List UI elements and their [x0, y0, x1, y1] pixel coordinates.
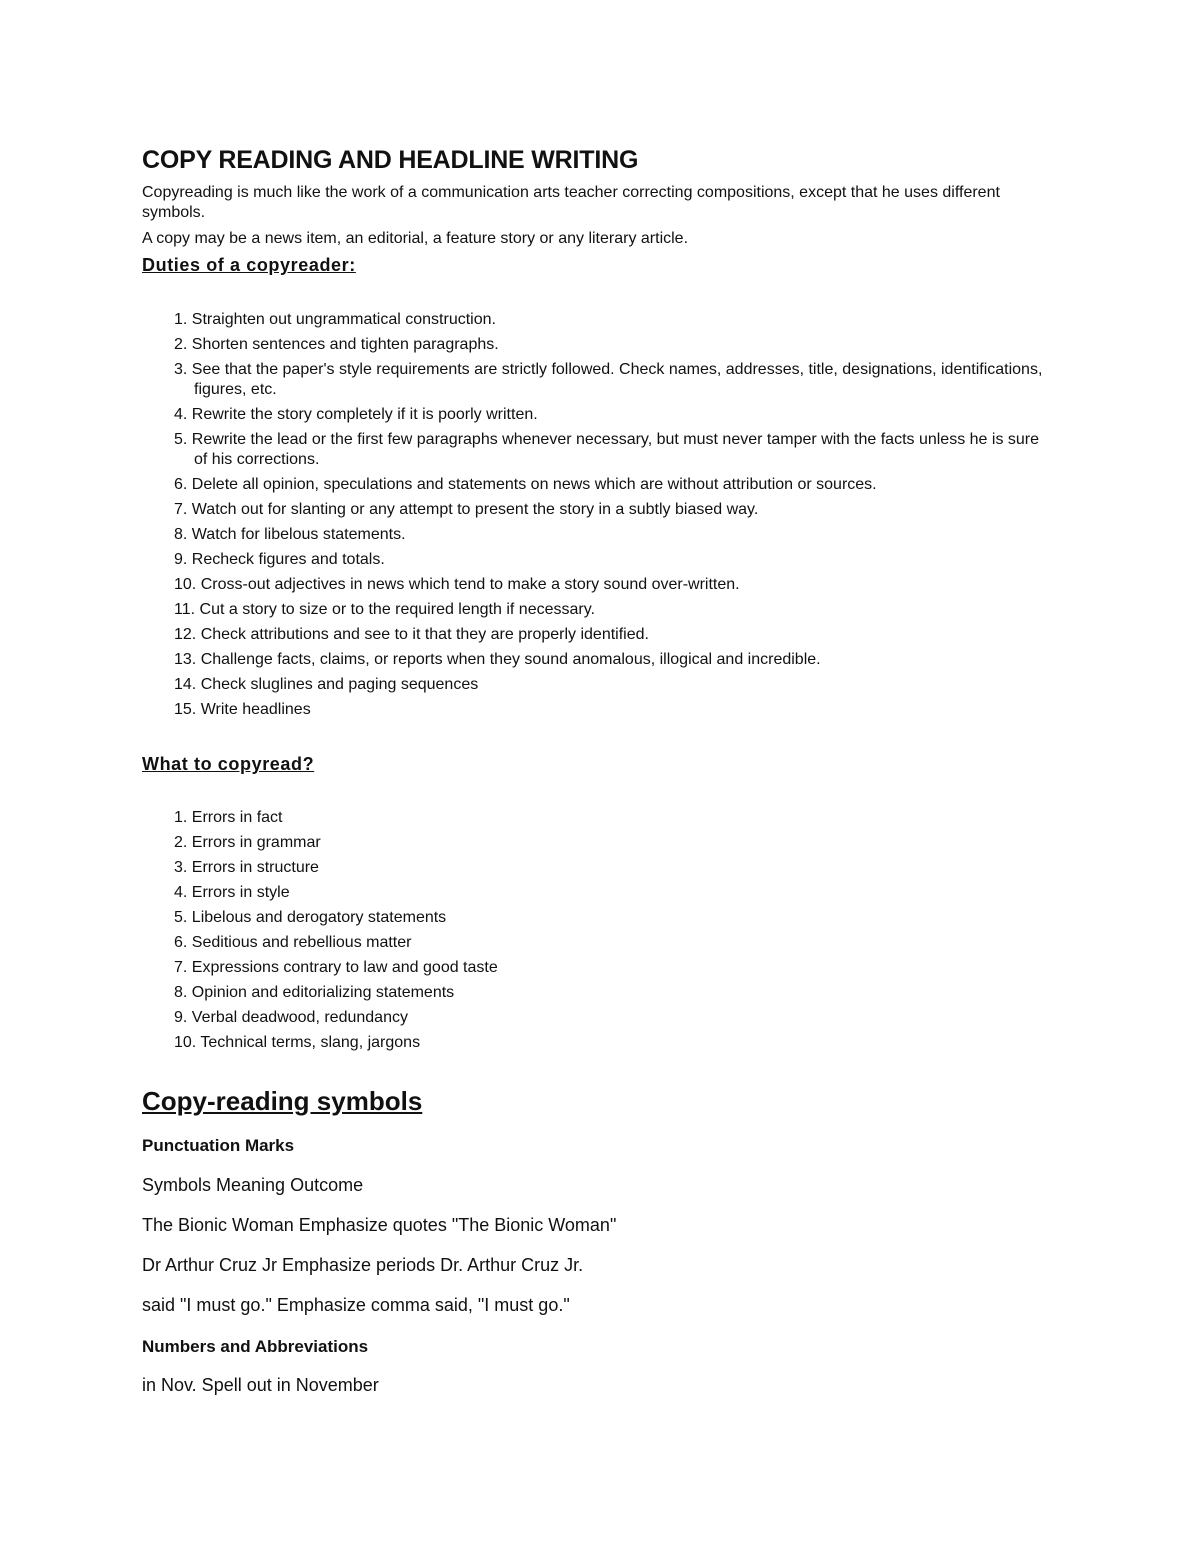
list-item	[174, 600, 1054, 620]
list-item	[174, 958, 1054, 978]
list-number: 9.	[174, 1009, 188, 1026]
list-number: 2.	[174, 336, 188, 353]
list-item	[174, 983, 1054, 1003]
list-item	[174, 833, 1054, 853]
list-number: 14.	[174, 676, 197, 693]
duties-list	[174, 310, 1054, 725]
intro-paragraph-2: A copy may be a news item, an editorial, a feature story or any literary article.	[142, 230, 689, 247]
list-number: 13.	[174, 651, 197, 668]
numbers-heading: Numbers and Abbreviations	[142, 1337, 369, 1356]
list-text: Rewrite the story completely if it is poorly written.	[191, 406, 538, 423]
duties-heading: Duties of a copyreader:	[142, 255, 356, 275]
list-item	[174, 475, 1054, 495]
list-number: 11.	[174, 601, 196, 618]
list-number: 7.	[174, 501, 188, 518]
list-item	[174, 405, 1054, 425]
list-text: See that the paper's style requirements are strictly followed. Check names, addresses, title, designations, identifications, figures, etc.	[191, 361, 1043, 398]
list-item	[174, 550, 1054, 570]
list-number: 6.	[174, 476, 188, 493]
list-item	[174, 575, 1054, 595]
list-text: Seditious and rebellious matter	[191, 934, 412, 951]
list-text: Check sluglines and paging sequences	[200, 676, 479, 693]
document-title: COPY READING AND HEADLINE WRITING	[142, 146, 639, 174]
list-item	[174, 1008, 1054, 1028]
list-text: Cut a story to size or to the required length if necessary.	[199, 601, 595, 618]
list-item	[174, 1033, 1054, 1053]
what-to-copyread-list	[174, 808, 1054, 1058]
list-item	[174, 500, 1054, 520]
list-text: Challenge facts, claims, or reports when they sound anomalous, illogical and incredible.	[200, 651, 821, 668]
list-item	[174, 650, 1054, 670]
list-text: Errors in fact	[191, 809, 283, 826]
numbers-row: in Nov. Spell out in November	[142, 1375, 379, 1395]
list-number: 1.	[174, 809, 188, 826]
list-text: Rewrite the lead or the first few paragraphs whenever necessary, but must never tamper with the facts unless he is sure of his corrections.	[191, 431, 1040, 468]
list-text: Cross-out adjectives in news which tend to make a story sound over-written.	[200, 576, 740, 593]
list-item	[174, 933, 1054, 953]
list-text: Recheck figures and totals.	[191, 551, 385, 568]
list-number: 15.	[174, 701, 197, 718]
list-text: Errors in grammar	[191, 834, 321, 851]
list-text: Shorten sentences and tighten paragraphs.	[191, 336, 499, 353]
list-item	[174, 700, 1054, 720]
list-item	[174, 360, 1054, 400]
symbols-heading: Copy-reading symbols	[142, 1086, 423, 1116]
list-text: Verbal deadwood, redundancy	[191, 1009, 408, 1026]
list-item	[174, 808, 1054, 828]
list-number: 8.	[174, 526, 188, 543]
list-text: Expressions contrary to law and good taste	[191, 959, 498, 976]
list-number: 8.	[174, 984, 188, 1001]
list-number: 5.	[174, 909, 188, 926]
list-number: 1.	[174, 311, 188, 328]
symbols-row-periods: Dr Arthur Cruz Jr Emphasize periods Dr. Arthur Cruz Jr.	[142, 1255, 584, 1275]
list-item	[174, 858, 1054, 878]
list-number: 5.	[174, 431, 188, 448]
list-text: Check attributions and see to it that they are properly identified.	[200, 626, 649, 643]
list-item	[174, 310, 1054, 330]
list-number: 3.	[174, 361, 188, 378]
list-text: Technical terms, slang, jargons	[200, 1034, 421, 1051]
symbols-row-comma: said "I must go." Emphasize comma said, "I must go."	[142, 1295, 570, 1315]
list-text: Write headlines	[200, 701, 311, 718]
list-text: Opinion and editorializing statements	[191, 984, 455, 1001]
list-number: 10.	[174, 1034, 197, 1051]
list-number: 12.	[174, 626, 197, 643]
list-item	[174, 883, 1054, 903]
list-text: Errors in style	[191, 884, 290, 901]
list-number: 3.	[174, 859, 188, 876]
punctuation-heading: Punctuation Marks	[142, 1136, 295, 1155]
list-text: Delete all opinion, speculations and statements on news which are without attribution or sources.	[191, 476, 877, 493]
list-number: 2.	[174, 834, 188, 851]
list-number: 9.	[174, 551, 188, 568]
list-text: Libelous and derogatory statements	[191, 909, 447, 926]
list-number: 4.	[174, 884, 188, 901]
list-item	[174, 525, 1054, 545]
list-text: Errors in structure	[191, 859, 319, 876]
list-number: 10.	[174, 576, 197, 593]
what-to-copyread-heading: What to copyread?	[142, 754, 315, 774]
intro-paragraph-1: Copyreading is much like the work of a communication arts teacher correcting compositions, except that he uses different symbols.	[142, 184, 1000, 221]
list-item	[174, 908, 1054, 928]
list-item	[174, 430, 1054, 470]
list-number: 6.	[174, 934, 188, 951]
list-item	[174, 625, 1054, 645]
list-text: Watch for libelous statements.	[191, 526, 406, 543]
list-number: 7.	[174, 959, 188, 976]
symbols-table-header: Symbols Meaning Outcome	[142, 1175, 364, 1195]
list-item	[174, 335, 1054, 355]
list-item	[174, 675, 1054, 695]
list-text: Watch out for slanting or any attempt to present the story in a subtly biased way.	[191, 501, 759, 518]
list-text: Straighten out ungrammatical construction.	[191, 311, 496, 328]
symbols-row-quotes: The Bionic Woman Emphasize quotes "The Bionic Woman"	[142, 1215, 617, 1235]
list-number: 4.	[174, 406, 188, 423]
